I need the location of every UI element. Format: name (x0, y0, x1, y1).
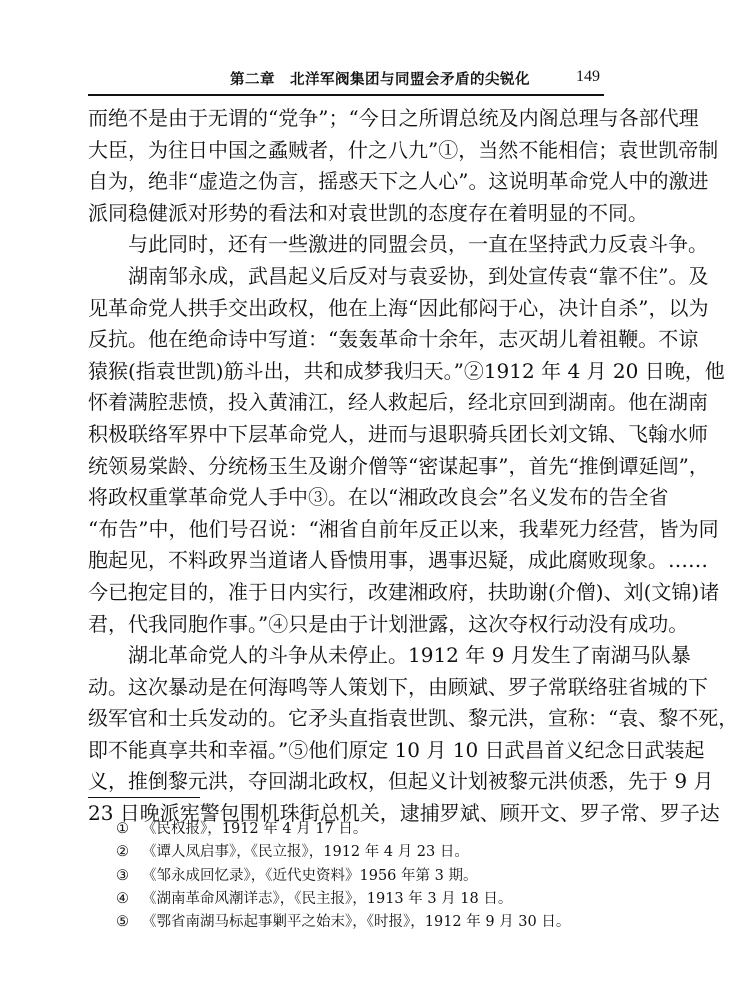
text-line: 今已抱定目的，准于日内实行，改建湘政府，扶助谢(介僧)、刘(文锦)诸 (88, 579, 720, 604)
text-line: 义，推倒黎元洪，夺回湖北政权，但起义计划被黎元洪侦悉，先于 9 月 (88, 769, 714, 794)
footnote-mark: ⑤ (116, 914, 129, 931)
footnotes (116, 818, 596, 934)
footnote-text: 《邹永成回忆录》，《近代史资料》1956 年第 3 期。 (142, 867, 478, 884)
footnote-mark: ② (116, 844, 129, 861)
text-line: 积极联络军界中下层革命党人，进而与退职骑兵团长刘文锦、飞翰水师 (88, 421, 708, 446)
footnote (116, 841, 596, 864)
text-line: 大臣，为往日中国之蟊贼者，什之八九”①，当然不能相信；袁世凯帝制 (88, 137, 719, 162)
text-line: 而绝不是由于无谓的“党争”；“今日之所谓总统及内阁总理与各部代理 (88, 106, 699, 130)
text-line: 湖北革命党人的斗争从未停止。1912 年 9 月发生了南湖马队暴 (88, 643, 691, 668)
text-line: 胞起见，不料政界当道诸人昏愦用事，遇事迟疑，成此腐败现象。…… (88, 548, 708, 573)
chapter-title: 第二章 北洋军阀集团与同盟会矛盾的尖锐化 (230, 72, 530, 88)
footnote-text: 《民权报》，1912 年 4 月 17 日。 (142, 821, 368, 837)
footnote (116, 818, 596, 841)
text-line: 君，代我同胞作事。”④只是由于计划泄露，这次夺权行动没有成功。 (88, 611, 689, 636)
text-line: 即不能真享共和幸福。”⑤他们原定 10 月 10 日武昌首义纪念日武装起 (88, 737, 705, 762)
footnote-mark: ① (116, 821, 129, 837)
footnote-text: 《湖南革命风潮详志》，《民主报》，1913 年 3 月 18 日。 (142, 890, 513, 907)
footnote-mark: ④ (116, 890, 129, 907)
footnote-mark: ③ (116, 867, 129, 884)
footnote-separator (88, 797, 200, 798)
text-line: 见革命党人拱手交出政权，他在上海“因此郁闷于心，决计自杀”，以为 (88, 295, 709, 320)
text-line: 与此同时，还有一些激进的同盟会员，一直在坚持武力反袁斗争。 (88, 232, 708, 257)
footnote (116, 888, 596, 911)
footnote-text: 《鄂省南湖马标起事剿平之始末》，《时报》，1912 年 9 月 30 日。 (142, 914, 571, 931)
text-line: 统领易棠龄、分统杨玉生及谢介僧等“密谋起事”，首先“推倒谭延闿”， (88, 453, 709, 478)
text-line: 派同稳健派对形势的看法和对袁世凯的态度存在着明显的不同。 (88, 200, 648, 225)
text-line: 猿猴(指袁世凯)筋斗出，共和成梦我归天。”②1912 年 4 月 20 日晚，他 (88, 358, 725, 383)
text-line: 23 日晚派宪警包围机珠街总机关，逮捕罗斌、顾开文、罗子常、罗子达 (88, 801, 720, 826)
text-line: 湖南邹永成，武昌起义后反对与袁妥协，到处宣传袁“靠不住”。及 (88, 263, 709, 288)
running-header (88, 64, 604, 96)
footnote (116, 865, 596, 888)
text-line: 级军官和士兵发动的。它矛头直指袁世凯、黎元洪，宣称：“袁、黎不死， (88, 706, 738, 731)
footnote-text: 《谭人凤启事》，《民立报》，1912 年 4 月 23 日。 (142, 844, 469, 861)
text-line: 怀着满腔悲愤，投入黄浦江，经人救起后，经北京回到湖南。他在湖南 (88, 390, 708, 415)
page-number: 149 (576, 68, 600, 85)
text-line: “布告”中，他们号召说：“湘省自前年反正以来，我辈死力经营，皆为同 (88, 516, 719, 541)
text-line: 将政权重掌革命党人手中③。在以“湘政改良会”名义发布的告全省 (88, 485, 669, 510)
footnote (116, 911, 596, 934)
text-line: 自为，绝非“虚造之伪言，摇惑天下之人心”。这说明革命党人中的激进 (88, 169, 709, 194)
text-line: 动。这次暴动是在何海鸣等人策划下，由顾斌、罗子常联络驻省城的下 (88, 674, 708, 699)
body-text (88, 103, 738, 830)
text-line: 反抗。他在绝命诗中写道：“轰轰革命十余年，志灭胡儿着祖鞭。不谅 (88, 327, 699, 352)
